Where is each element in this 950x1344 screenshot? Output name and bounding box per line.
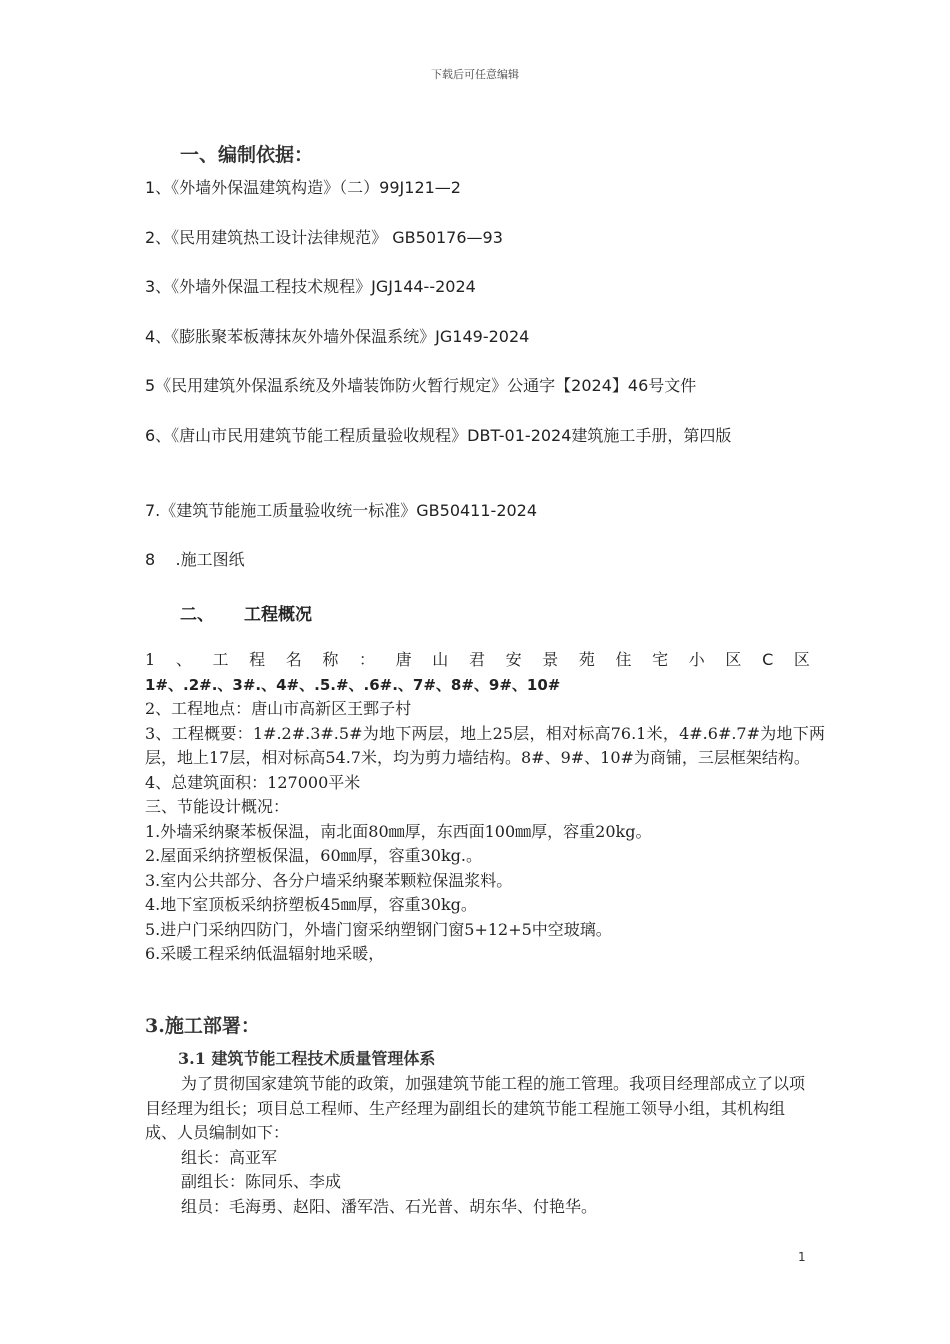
energy-item-2: 2.屋面采纳挤塑板保温，60㎜厚，容重30kg.。: [145, 846, 483, 865]
project-name-char: 区: [725, 650, 742, 669]
energy-item-6: 6.采暖工程采纳低温辐射地采暖，: [145, 944, 385, 963]
project-name-char: 宅: [652, 650, 669, 669]
page-number: 1: [798, 1250, 806, 1264]
group-leader: 组长：高亚军: [181, 1147, 278, 1167]
section3-body: [145, 1072, 810, 1219]
section3-intro: 为了贯彻国家建筑节能的政策，加强建筑节能工程的施工管理。我项目经理部成立了以项目经理为组长；项目总工程师、生产经理为副组长的建筑节能工程施工领导小组，其机构组成、人员编制如下：: [145, 1074, 806, 1142]
reference-item-6: 6、《唐山市民用建筑节能工程质量验收规程》DBT-01-2024建筑施工手册，第四版: [145, 426, 732, 445]
energy-item-3: 3.室内公共部分、各分户墙采纳聚苯颗粒保温浆料。: [145, 870, 513, 890]
project-location: 2、工程地点：唐山市高新区王鄄子村: [145, 699, 412, 718]
project-name-line: [145, 648, 810, 673]
energy-design-title: 三、节能设计概况：: [145, 797, 290, 816]
section3-title: 3.施工部署：: [145, 1015, 260, 1037]
project-name-char: 山: [432, 650, 449, 669]
total-area: 4、总建筑面积：127000平米: [145, 772, 361, 792]
project-name-continuation: 1#、.2#.、3#.、4#、.5.#、.6#.、7#、8#、9#、10#: [145, 675, 561, 694]
project-summary: 3、工程概要：1#.2#.3#.5#为地下两层，地上25层，相对标高76.1米，4#.6#.7#为地下两层，地上17层，相对标高54.7米，均为剪力墙结构。8#、9#、10#为商铺，三层框架结构。: [145, 723, 825, 767]
project-name-char: 工: [212, 650, 229, 669]
project-name-char: 区: [793, 650, 810, 669]
reference-item-1: 1、《外墙外保温建筑构造》（二）99J121—2: [145, 178, 461, 197]
reference-item-3: 3、《外墙外保温工程技术规程》JGJ144--2024: [145, 277, 476, 296]
project-name-char: 君: [468, 650, 485, 669]
reference-item-2: 2、《民用建筑热工设计法律规范》 GB50176—93: [145, 228, 503, 247]
group-members: 组员：毛海勇、赵阳、潘军浩、石光普、胡东华、付艳华。: [181, 1196, 598, 1216]
group-vice-leader: 副组长：陈同乐、李成: [181, 1172, 342, 1191]
project-name-char: 程: [249, 650, 266, 669]
project-name-char: 安: [505, 650, 522, 669]
section1-title: 一、编制依据：: [180, 144, 314, 166]
section2-heading: [180, 600, 312, 625]
project-name-char: 住: [615, 650, 632, 669]
reference-item-7: 7.《建筑节能施工质量验收统一标准》GB50411-2024: [145, 501, 538, 520]
project-name-char: 名: [285, 650, 302, 669]
project-name-char: 景: [542, 650, 559, 669]
project-name-char: 称: [322, 650, 339, 669]
reference-item-8: 8 .施工图纸: [145, 550, 245, 569]
energy-item-4: 4.地下室顶板采纳挤塑板45㎜厚，容重30kg。: [145, 895, 477, 914]
project-name-char: 苑: [578, 650, 595, 669]
section2-number: 二、: [180, 605, 214, 625]
energy-item-5: 5.进户门采纳四防门，外墙门窗采纳塑钢门窗5+12+5中空玻璃。: [145, 919, 612, 939]
project-name-char: ：: [359, 650, 376, 669]
reference-item-4: 4、《膨胀聚苯板薄抹灰外墙外保温系统》JG149-2024: [145, 327, 530, 346]
section2-title: 工程概况: [244, 605, 312, 625]
project-name-char: 1: [145, 650, 156, 669]
project-name-char: 唐: [395, 650, 412, 669]
energy-item-1: 1.外墙采纳聚苯板保温，南北面80㎜厚，东西面100㎜厚，容重20kg。: [145, 821, 652, 841]
project-name-char: 、: [175, 650, 192, 669]
project-name-char: C: [762, 650, 774, 669]
overview-block: [145, 648, 825, 967]
project-name-char: 小: [688, 650, 705, 669]
reference-item-5: 5《民用建筑外保温系统及外墙装饰防火暂行规定》公通字【2024】46号文件: [145, 376, 697, 395]
section3-1-title: 3.1 建筑节能工程技术质量管理体系: [178, 1049, 436, 1068]
page-header: 下载后可任意编辑: [431, 68, 519, 81]
